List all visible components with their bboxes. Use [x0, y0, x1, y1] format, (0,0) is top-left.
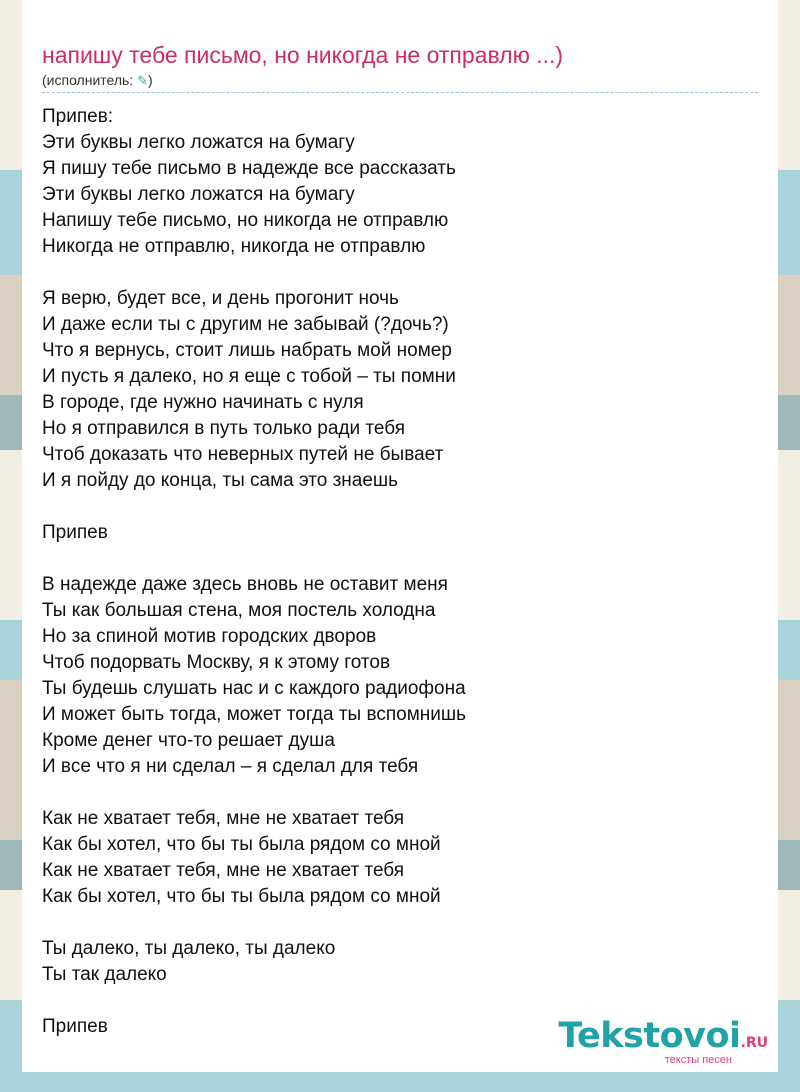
stanza-break	[42, 546, 762, 572]
lyric-line: Как бы хотел, что бы ты была рядом со мной	[42, 886, 441, 907]
lyric-line: В городе, где нужно начинать с нуля	[42, 392, 364, 413]
logo-wordmark	[558, 1016, 768, 1063]
stanza-break	[42, 988, 762, 1014]
lyric-line: Но я отправился в путь только ради тебя	[42, 418, 406, 439]
lyric-line: Я пишу тебе письмо в надежде все рассказать	[42, 158, 456, 179]
lyric-line: Припев	[42, 522, 108, 543]
lyric-line: Чтоб подорвать Москву, я к этому готов	[42, 652, 391, 673]
lyric-line: Припев	[42, 1016, 108, 1037]
stanza-break	[42, 910, 762, 936]
lyric-line: Я верю, будет все, и день прогонит ночь	[42, 288, 399, 309]
logo-tld: .RU	[740, 1035, 768, 1051]
stanza-break	[42, 260, 762, 286]
lyric-line: Как не хватает тебя, мне не хватает тебя	[42, 808, 405, 829]
lyric-line: Напишу тебе письмо, но никогда не отправлю	[42, 210, 449, 231]
stanza-break	[42, 780, 762, 806]
artist-suffix: )	[148, 72, 153, 88]
lyric-line: Чтоб доказать что неверных путей не бывает	[42, 444, 444, 465]
lyrics-card	[22, 0, 778, 1072]
artist-line	[42, 72, 153, 89]
stanza-break	[42, 494, 762, 520]
site-logo[interactable]	[548, 1016, 768, 1072]
lyric-line: Как бы хотел, что бы ты была рядом со мной	[42, 834, 441, 855]
artist-prefix: (исполнитель:	[42, 72, 134, 88]
lyrics-text	[42, 104, 762, 1040]
lyric-line: Но за спиной мотив городских дворов	[42, 626, 377, 647]
lyric-line: В надежде даже здесь вновь не оставит меня	[42, 574, 448, 595]
lyric-line: И даже если ты с другим не забывай (?дочь?)	[42, 314, 449, 335]
lyric-line: И я пойду до конца, ты сама это знаешь	[42, 470, 399, 491]
lyric-line: Ты так далеко	[42, 964, 167, 985]
lyric-line: Как не хватает тебя, мне не хватает тебя	[42, 860, 405, 881]
lyric-line: И может быть тогда, может тогда ты вспомнишь	[42, 704, 467, 725]
logo-tagline: тексты песен	[664, 1054, 732, 1066]
title-divider	[42, 92, 758, 93]
lyric-line: Кроме денег что-то решает душа	[42, 730, 335, 751]
lyric-line: Что я вернусь, стоит лишь набрать мой номер	[42, 340, 452, 361]
lyric-line: Эти буквы легко ложатся на бумагу	[42, 132, 355, 153]
lyric-line: И пусть я далеко, но я еще с тобой – ты помни	[42, 366, 456, 387]
lyric-line: Ты далеко, ты далеко, ты далеко	[42, 938, 336, 959]
lyric-line: Припев:	[42, 106, 114, 127]
lyric-line: Никогда не отправлю, никогда не отправлю	[42, 236, 426, 257]
logo-name: Tekstovoi	[558, 1016, 741, 1056]
lyric-line: Ты как большая стена, моя постель холодна	[42, 600, 436, 621]
pencil-icon[interactable]: ✎	[137, 73, 148, 88]
lyric-line: И все что я ни сделал – я сделал для тебя	[42, 756, 419, 777]
lyric-line: Ты будешь слушать нас и с каждого радиофона	[42, 678, 466, 699]
lyric-line: Эти буквы легко ложатся на бумагу	[42, 184, 355, 205]
song-title: напишу тебе письмо, но никогда не отправлю ...)	[42, 42, 564, 68]
